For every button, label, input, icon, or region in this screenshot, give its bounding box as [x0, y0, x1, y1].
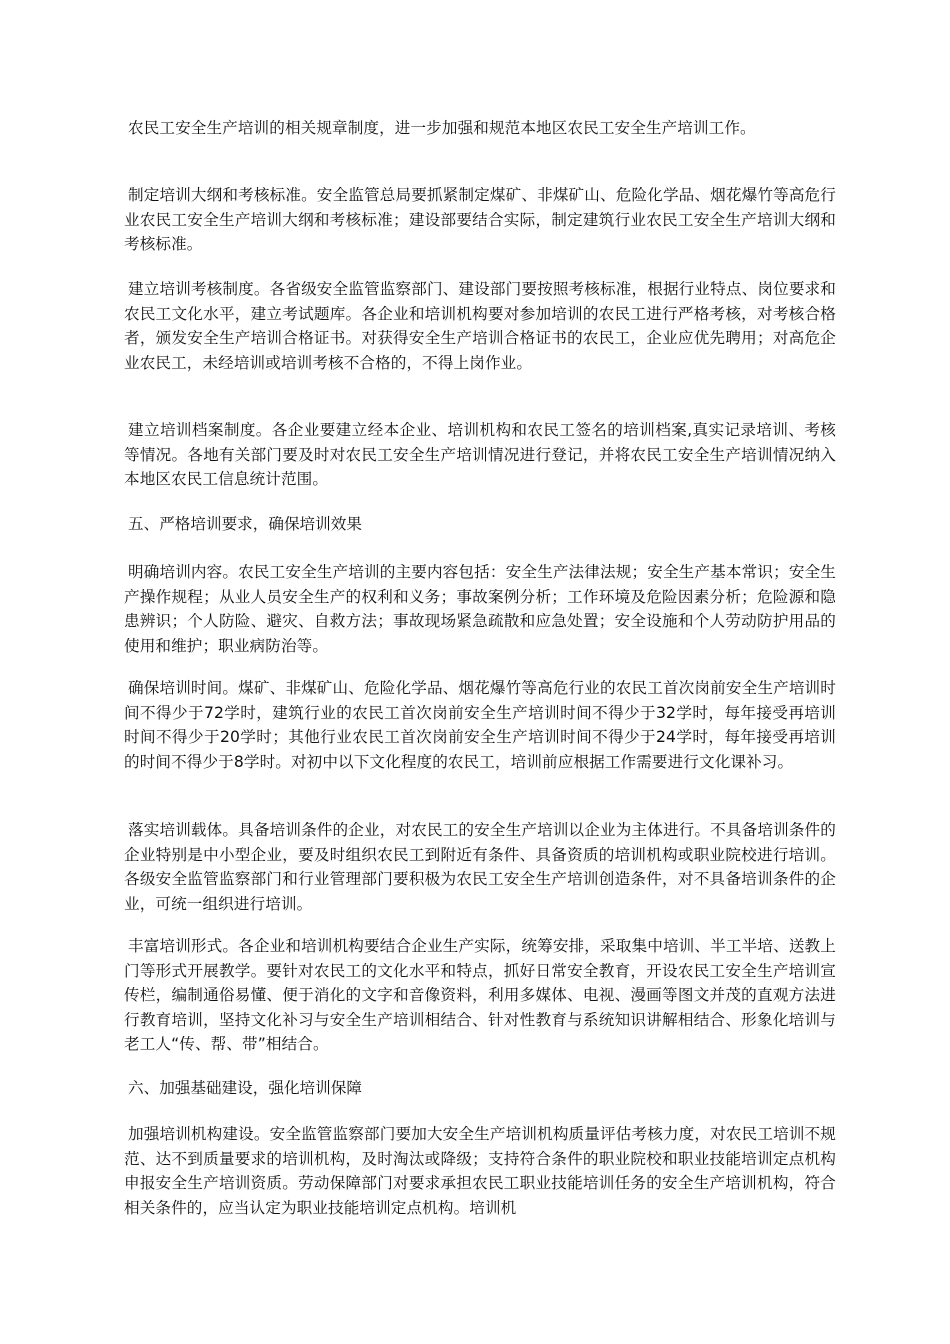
paragraph-training-forms: 丰富培训形式。各企业和培训机构要结合企业生产实际，统筹安排，采取集中培训、半工半培、送教上门等形式开展教学。要针对农民工的文化水平和特点，抓好日常安全教育，开设农民工安全生产培训宣传栏，编制通俗易懂、便于消化的文字和音像资料，利用多媒体、电视、漫画等图文并茂的直观方法进行教育培训，坚持文化补习与安全生产培训相结合、针对性教育与系统知识讲解相结合、形象化培训与老工人“传、帮、带”相结合。 — [124, 937, 836, 1053]
section-heading-6: 六、加强基础建设，强化培训保障 — [128, 1079, 362, 1097]
paragraph-institution-building: 加强培训机构建设。安全监管监察部门要加大安全生产培训机构质量评估考核力度，对农民工培训不规范、达不到质量要求的培训机构，及时淘汰或降级；支持符合条件的职业院校和职业技能培训定点机构申报安全生产培训资质。劳动保障部门对要求承担农民工职业技能培训任务的安全生产培训机构，符合相关条件的，应当认定为职业技能培训定点机构。培训机 — [124, 1125, 836, 1217]
paragraph-training-content: 明确培训内容。农民工安全生产培训的主要内容包括：安全生产法律法规；安全生产基本常识；安全生产操作规程；从业人员安全生产的权利和义务；事故案例分析；工作环境及危险因素分析；危险源和隐患辨识；个人防险、避灾、自救方法；事故现场紧急疏散和应急处置；安全设施和个人劳动防护用品的使用和维护；职业病防治等。 — [124, 563, 836, 655]
paragraph-training-carrier: 落实培训载体。具备培训条件的企业，对农民工的安全生产培训以企业为主体进行。不具备培训条件的企业特别是中小型企业，要及时组织农民工到附近有条件、具备资质的培训机构或职业院校进行培训。各级安全监管监察部门和行业管理部门要积极为农民工安全生产培训创造条件，对不具备培训条件的企业，可统一组织进行培训。 — [124, 821, 836, 913]
paragraph-assessment-system: 建立培训考核制度。各省级安全监管监察部门、建设部门要按照考核标准，根据行业特点、岗位要求和农民工文化水平，建立考试题库。各企业和培训机构要对参加培训的农民工进行严格考核，对考核合格者，颁发安全生产培训合格证书。对获得安全生产培训合格证书的农民工，企业应优先聘用；对高危企业农民工，未经培训或培训考核不合格的，不得上岗作业。 — [124, 280, 836, 372]
section-heading-5: 五、严格培训要求，确保培训效果 — [128, 515, 362, 533]
paragraph-archive-system: 建立培训档案制度。各企业要建立经本企业、培训机构和农民工签名的培训档案,真实记录培训、考核等情况。各地有关部门要及时对农民工安全生产培训情况进行登记，并将农民工安全生产培训情况纳入本地区农民工信息统计范围。 — [124, 421, 836, 488]
paragraph-training-outline: 制定培训大纲和考核标准。安全监管总局要抓紧制定煤矿、非煤矿山、危险化学品、烟花爆竹等高危行业农民工安全生产培训大纲和考核标准；建设部要结合实际，制定建筑行业农民工安全生产培训大纲和考核标准。 — [124, 186, 836, 253]
paragraph-training-time: 确保培训时间。煤矿、非煤矿山、危险化学品、烟花爆竹等高危行业的农民工首次岗前安全生产培训时间不得少于72学时，建筑行业的农民工首次岗前安全生产培训时间不得少于32学时，每年接受再培训时间不得少于20学时；其他行业农民工首次岗前安全生产培训时间不得少于24学时，每年接受再培训的时间不得少于8学时。对初中以下文化程度的农民工，培训前应根据工作需要进行文化课补习。 — [124, 679, 836, 771]
paragraph-intro: 农民工安全生产培训的相关规章制度，进一步加强和规范本地区农民工安全生产培训工作。 — [128, 119, 756, 137]
